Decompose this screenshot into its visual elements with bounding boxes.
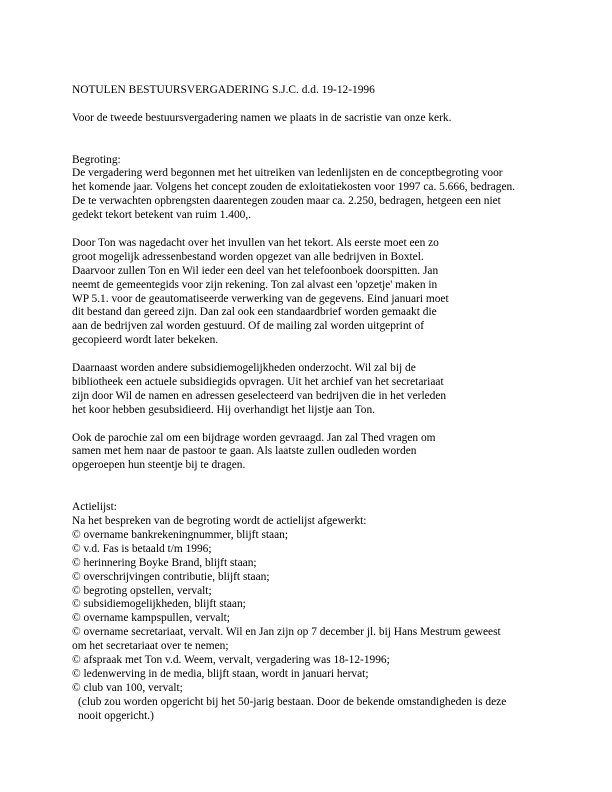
action-item-text: overschrijvingen contributie, blijft staan; — [83, 570, 270, 583]
action-list — [72, 529, 542, 696]
copyright-bullet-icon: © — [72, 626, 81, 639]
copyright-bullet-icon: © — [72, 667, 81, 680]
action-item-text: club van 100, vervalt; — [83, 681, 183, 694]
action-item-text: overname bankrekeningnummer, blijft staan; — [83, 528, 289, 541]
list-item — [72, 571, 542, 585]
copyright-bullet-icon: © — [72, 570, 81, 583]
action-item-text: subsidiemogelijkheden, blijft staan; — [83, 598, 246, 611]
begroting-paragraph-1: De vergadering werd begonnen met het uitreiken van ledenlijsten en de conceptbegroting voor het komende jaar. Volgens het concept zouden de exloitatiekosten voor 1997 ca. 5.666, bedragen. De te verwachten opbrengsten daarentegen zouden maar ca. 2.250, bedragen, hetgeen een niet gedekt tekort betekent van ruim 1.400,. — [72, 167, 516, 222]
copyright-bullet-icon: © — [72, 584, 81, 597]
begroting-heading: Begroting: — [72, 153, 121, 166]
copyright-bullet-icon: © — [72, 542, 81, 555]
list-item — [72, 557, 542, 571]
begroting-paragraph-4: Ook de parochie zal om een bijdrage worden gevraagd. Jan zal Thed vragen om samen met hem naar de pastoor te gaan. Als laatste zullen oudleden worden opgeroepen hun steentje bij te dragen. — [72, 431, 436, 472]
document-page — [72, 84, 542, 724]
list-item — [72, 585, 542, 599]
list-item — [72, 543, 542, 557]
list-item — [72, 612, 542, 626]
action-item-continuation: om het secretariaat over te nemen; — [72, 640, 229, 653]
copyright-bullet-icon: © — [72, 654, 81, 667]
copyright-bullet-icon: © — [72, 681, 81, 694]
action-item-text: overname kampspullen, vervalt; — [83, 612, 230, 625]
action-item-text: overname secretariaat, vervalt. Wil en Jan zijn op 7 december jl. bij Hans Mestrum geweest — [83, 626, 501, 639]
begroting-paragraph-2: Door Ton was nagedacht over het invullen van het tekort. Als eerste moet een zo groot mogelijk adressenbestand worden opgezet van alle bedrijven in Boxtel. Daarvoor zullen Ton en Wil ieder een deel van het telefoonboek doorspitten. Jan neemt de gemeentegids voor zijn rekening. Ton zal alvast een 'opzetje' maken in WP 5.1. voor de geautomatiseerde verwerking van de gegevens. Eind januari moet dit bestand dan gereed zijn. Dan zal ook een standaardbrief worden gemaakt die aan de bedrijven zal worden gestuurd. Of de mailing zal worden uitgeprint of gecopieerd wordt later bekeken. — [72, 236, 449, 347]
intro-paragraph: Voor de tweede bestuursvergadering namen we plaats in de sacristie van onze kerk. — [72, 111, 452, 124]
list-item — [72, 668, 542, 682]
list-item — [72, 598, 542, 612]
action-item-text: v.d. Fas is betaald t/m 1996; — [83, 542, 212, 555]
list-item — [72, 654, 542, 668]
copyright-bullet-icon: © — [72, 598, 81, 611]
actielijst-intro: Na het bespreken van de begroting wordt de actielijst afgewerkt: — [72, 515, 367, 527]
document-title: NOTULEN BESTUURSVERGADERING S.J.C. d.d. 19-12-1996 — [72, 84, 375, 96]
copyright-bullet-icon: © — [72, 556, 81, 569]
club-note: (club zou worden opgericht bij het 50-jarig bestaan. Door de bekende omstandigheden is deze nooit opgericht.) — [78, 695, 507, 722]
list-item — [72, 682, 542, 696]
list-item — [72, 529, 542, 543]
copyright-bullet-icon: © — [72, 528, 81, 541]
copyright-bullet-icon: © — [72, 612, 81, 625]
list-item — [72, 626, 542, 654]
action-item-text: ledenwerving in de media, blijft staan, wordt in januari hervat; — [83, 667, 369, 680]
action-item-text: begroting opstellen, vervalt; — [83, 584, 212, 597]
action-item-text: afspraak met Ton v.d. Weem, vervalt, vergadering was 18-12-1996; — [83, 654, 390, 667]
begroting-paragraph-3: Daarnaast worden andere subsidiemogelijkheden onderzocht. Wil zal bij de bibliotheek een actuele subsidiegids opvragen. Uit het archief van het secretariaat zijn door Wil de namen en adressen geselecteerd van bedrijven die in het verleden het koor hebben gesubsidieerd. Hij overhandigt het lijstje aan Ton. — [72, 362, 447, 416]
actielijst-heading: Actielijst: — [72, 501, 117, 514]
action-item-text: herinnering Boyke Brand, blijft staan; — [83, 556, 257, 569]
